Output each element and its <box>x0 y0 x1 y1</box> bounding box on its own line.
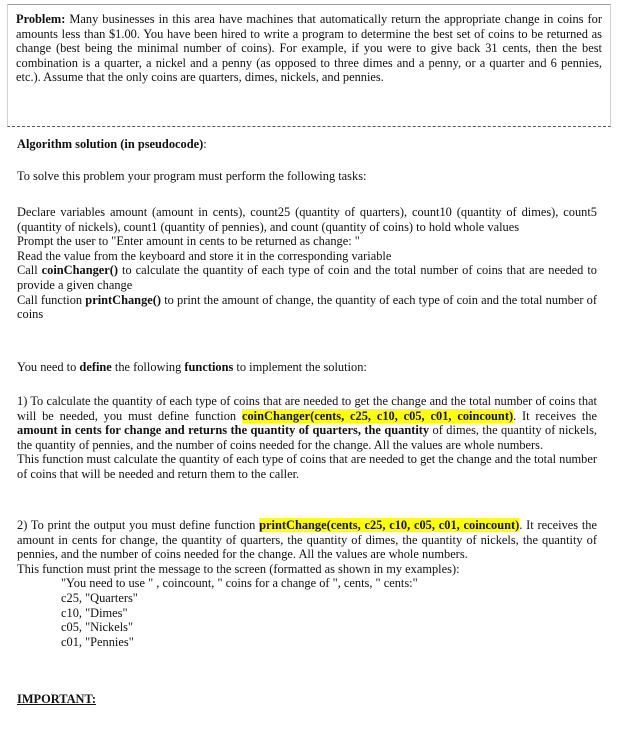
item-2 <box>17 518 597 649</box>
algorithm-heading: Algorithm solution (in pseudocode): <box>17 137 207 151</box>
task-read: Read the value from the keyboard and store it in the corresponding variable <box>17 248 392 263</box>
printchange-signature: printChange(cents, c25, c10, c05, c01, coincount) <box>259 518 520 532</box>
print-line: c05, "Nickels" <box>61 620 134 635</box>
define-text: You need to define the following functions to implement the solution: <box>17 360 367 374</box>
problem-label: Problem: <box>16 12 66 26</box>
problem-text: Many businesses in this area have machines that automatically return the appropriate change in coins for amounts less than $1.00. You have been hired to write a program to determine the best set of coins to be returned as change (best being the minimal number of coins). For example, if you were to give back 31 cents, then the best combination is a quarter, a nickel and a penny (as opposed to three dimes and a penny, or a quarter and 6 pennies, etc.). Assume that the only coins are quarters, dimes, nickels, and pennies. <box>16 12 602 85</box>
print-line: c25, "Quarters" <box>61 590 138 605</box>
item-2-desc: 2) To print the output you must define function printChange(cents, c25, c10, c05, c01, coincount). It receives the amount in cents for change, the quantity of quarters, the quantity of dimes, the quantity of nickels, the quantity of pennies, and the number of coins needed for the change. All the values are whole numbers. <box>17 518 598 562</box>
print-line: c01, "Pennies" <box>61 634 134 649</box>
task-call-printchange: Call function printChange() to print the amount of change, the quantity of each type of coin and the total number of coins <box>17 292 597 322</box>
item-1 <box>17 394 597 482</box>
item-1-extra: This function must calculate the quantity of each type of coins that are needed to get the change and the total number of coins that will be needed and return them to the caller. <box>17 452 597 481</box>
task-list <box>17 205 597 322</box>
task-prompt: Prompt the user to "Enter amount in cents to be returned as change: " <box>17 234 360 249</box>
coinchanger-signature: coinChanger(cents, c25, c10, c05, c01, coincount) <box>241 408 514 423</box>
item-1-desc: 1) To calculate the quantity of each type of coins that are needed to get the change and the total number of coins that will be needed, you must define function coinChanger(cents, c25, c10, c05, c01, coincount). It receives the amount in cents for change and returns the quantity of quarters, the quantity of dimes, the quantity of nickels, the quantity of pennies, and the number of coins needed for the change. All the values are whole numbers. <box>17 394 597 452</box>
problem-box <box>7 4 611 127</box>
task-declare: Declare variables amount (amount in cents), count25 (quantity of quarters), count10 (quantity of dimes), count5 (quantity of nickels), count1 (quantity of pennies), and count (quantity of coins) to hold whole values <box>17 205 597 234</box>
important-heading: IMPORTANT: <box>17 692 96 706</box>
print-line: "You need to use " , coincount, " coins for a change of ", cents, " cents:" <box>61 576 418 591</box>
task-call-coinchanger: Call coinChanger() to calculate the quantity of each type of coin and the total number of coins that are needed to provide a given change <box>17 263 597 292</box>
item-2-extra: This function must print the message to the screen (formatted as shown in my examples): <box>17 561 460 576</box>
print-line: c10, "Dimes" <box>61 605 128 620</box>
intro-text: To solve this problem your program must perform the following tasks: <box>17 169 367 183</box>
